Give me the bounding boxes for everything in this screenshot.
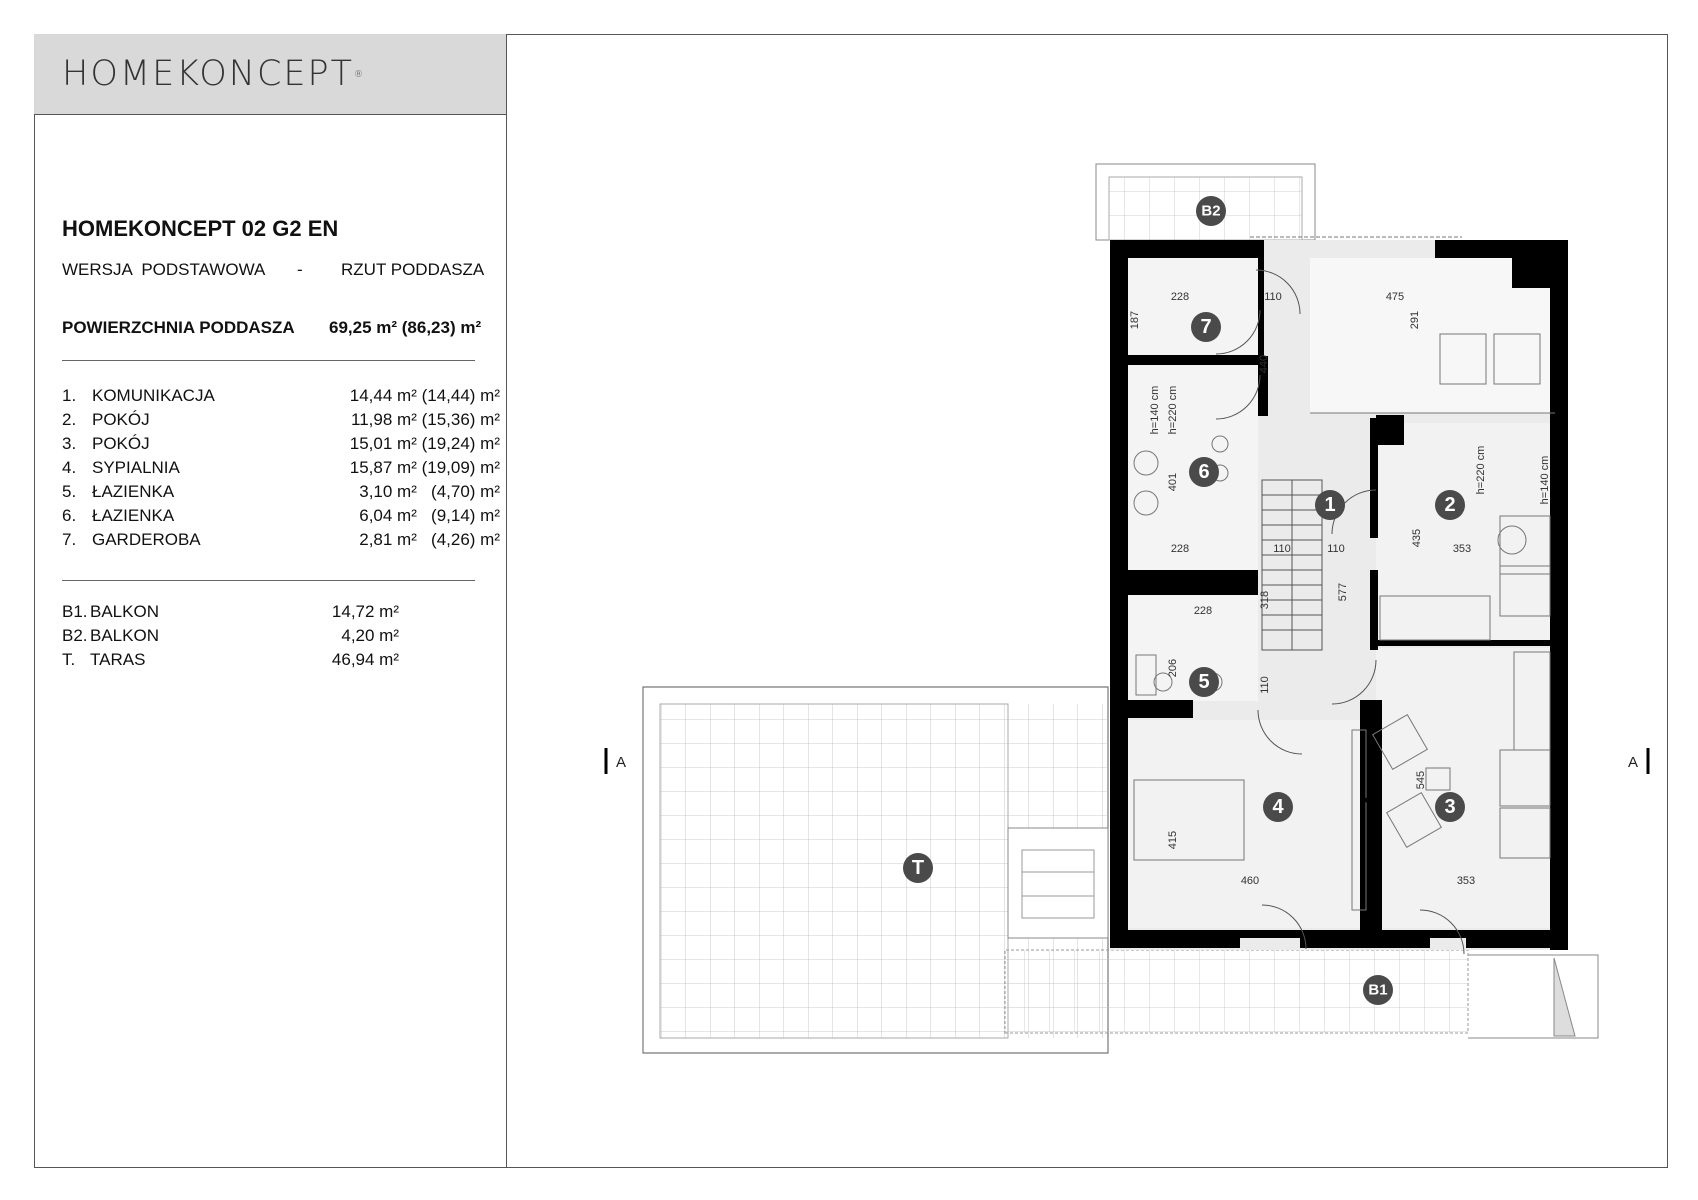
room-area: 3,10 m² (4,70) m² bbox=[359, 482, 500, 501]
section-mark-right: A bbox=[1628, 754, 1639, 771]
dimension-label: 110 bbox=[1273, 543, 1291, 555]
room-marker bbox=[1263, 792, 1293, 822]
room-name: POKÓJ bbox=[92, 410, 150, 429]
dimension-label: 110 bbox=[1259, 676, 1271, 694]
dimension-label: 440 bbox=[1258, 354, 1270, 374]
dimension-label: 228 bbox=[1170, 291, 1190, 303]
outdoor-area: 46,94 m² bbox=[331, 650, 399, 669]
ceiling-note: h=220 cm bbox=[1475, 445, 1487, 495]
room-number: 6. bbox=[62, 506, 77, 525]
zone-marker-label: B1 bbox=[1368, 981, 1388, 999]
room-number: 7. bbox=[62, 530, 77, 549]
dimension-label: 475 bbox=[1385, 291, 1405, 303]
room-marker-label: 2 bbox=[1444, 494, 1456, 516]
dimension-label: 318 bbox=[1259, 590, 1271, 610]
room-marker-label: 6 bbox=[1198, 461, 1210, 483]
room-area: 14,44 m² (14,44) m² bbox=[349, 386, 500, 405]
registered-mark: ® bbox=[354, 70, 365, 80]
dimension-label: 353 bbox=[1452, 543, 1472, 555]
room-marker bbox=[1435, 792, 1465, 822]
room-name: SYPIALNIA bbox=[92, 458, 180, 477]
area-label: POWIERZCHNIA PODDASZA bbox=[62, 318, 295, 337]
outdoor-area: 14,72 m² bbox=[331, 602, 399, 621]
room-number: 1. bbox=[62, 386, 77, 405]
room-area: 2,81 m² (4,26) m² bbox=[359, 530, 500, 549]
outdoor-area: 4,20 m² bbox=[341, 626, 399, 645]
outdoor-name: BALKON bbox=[90, 602, 159, 621]
version-label: WERSJA PODSTAWOWA bbox=[62, 260, 266, 279]
separator: - bbox=[297, 260, 303, 279]
dimension-label: 110 bbox=[1327, 543, 1345, 555]
view-label: RZUT PODDASZA bbox=[341, 260, 485, 279]
room-number: 5. bbox=[62, 482, 77, 501]
zone-marker bbox=[1196, 196, 1226, 226]
room-area: 15,01 m² (19,24) m² bbox=[349, 434, 500, 453]
room-name: KOMUNIKACJA bbox=[92, 386, 215, 405]
room-area: 11,98 m² (15,36) m² bbox=[351, 410, 500, 429]
dimension-label: 291 bbox=[1409, 310, 1421, 330]
room-number: 2. bbox=[62, 410, 77, 429]
zone-marker bbox=[1363, 975, 1393, 1005]
dimension-label: 228 bbox=[1170, 543, 1190, 555]
area-value: 69,25 m² (86,23) m² bbox=[329, 318, 482, 337]
dimension-label: 228 bbox=[1193, 605, 1213, 617]
ceiling-note: h=140 cm bbox=[1149, 385, 1161, 435]
dimension-label: 206 bbox=[1167, 658, 1179, 678]
room-number: 3. bbox=[62, 434, 77, 453]
dimension-label: 460 bbox=[1240, 875, 1260, 887]
room-name: GARDEROBA bbox=[92, 530, 201, 549]
logo-text: HOMEKONCEPT bbox=[62, 54, 354, 94]
project-title: HOMEKONCEPT 02 G2 EN bbox=[62, 216, 339, 241]
zone-marker-label: T bbox=[911, 857, 925, 879]
dimension-label: 435 bbox=[1411, 528, 1423, 548]
room-marker bbox=[1191, 312, 1221, 342]
room-marker-label: 5 bbox=[1198, 671, 1210, 693]
room-marker bbox=[1315, 490, 1345, 520]
ceiling-note: h=220 cm bbox=[1167, 385, 1179, 435]
dimension-label: 415 bbox=[1167, 830, 1179, 850]
outdoor-code: B2. bbox=[62, 626, 88, 645]
zone-marker bbox=[903, 853, 933, 883]
dimension-label: 401 bbox=[1167, 472, 1179, 492]
room-name: ŁAZIENKA bbox=[92, 482, 175, 501]
outdoor-name: BALKON bbox=[90, 626, 159, 645]
room-marker-label: 7 bbox=[1200, 316, 1212, 338]
ceiling-note: h=140 cm bbox=[1539, 455, 1551, 505]
dimension-label: 110 bbox=[1264, 291, 1282, 303]
outdoor-code: B1. bbox=[62, 602, 88, 621]
room-area: 15,87 m² (19,09) m² bbox=[349, 458, 500, 477]
room-name: POKÓJ bbox=[92, 434, 150, 453]
room-marker bbox=[1435, 490, 1465, 520]
dimension-label: 577 bbox=[1337, 582, 1349, 602]
balcony-b1 bbox=[1005, 950, 1598, 1038]
room-marker bbox=[1189, 667, 1219, 697]
dimension-label: 545 bbox=[1415, 770, 1427, 790]
section-mark-left: A bbox=[616, 754, 627, 771]
room-name: ŁAZIENKA bbox=[92, 506, 175, 525]
room-marker-label: 3 bbox=[1444, 796, 1456, 818]
outdoor-name: TARAS bbox=[90, 650, 146, 669]
outdoor-code: T. bbox=[62, 650, 76, 669]
room-area: 6,04 m² (9,14) m² bbox=[359, 506, 500, 525]
dimension-label: 353 bbox=[1456, 875, 1476, 887]
room-number: 4. bbox=[62, 458, 77, 477]
zone-marker-label: B2 bbox=[1201, 202, 1221, 220]
room-marker-label: 1 bbox=[1324, 494, 1336, 516]
room-marker-label: 4 bbox=[1272, 796, 1284, 818]
room-marker bbox=[1189, 457, 1219, 487]
dimension-label: 187 bbox=[1129, 310, 1141, 330]
